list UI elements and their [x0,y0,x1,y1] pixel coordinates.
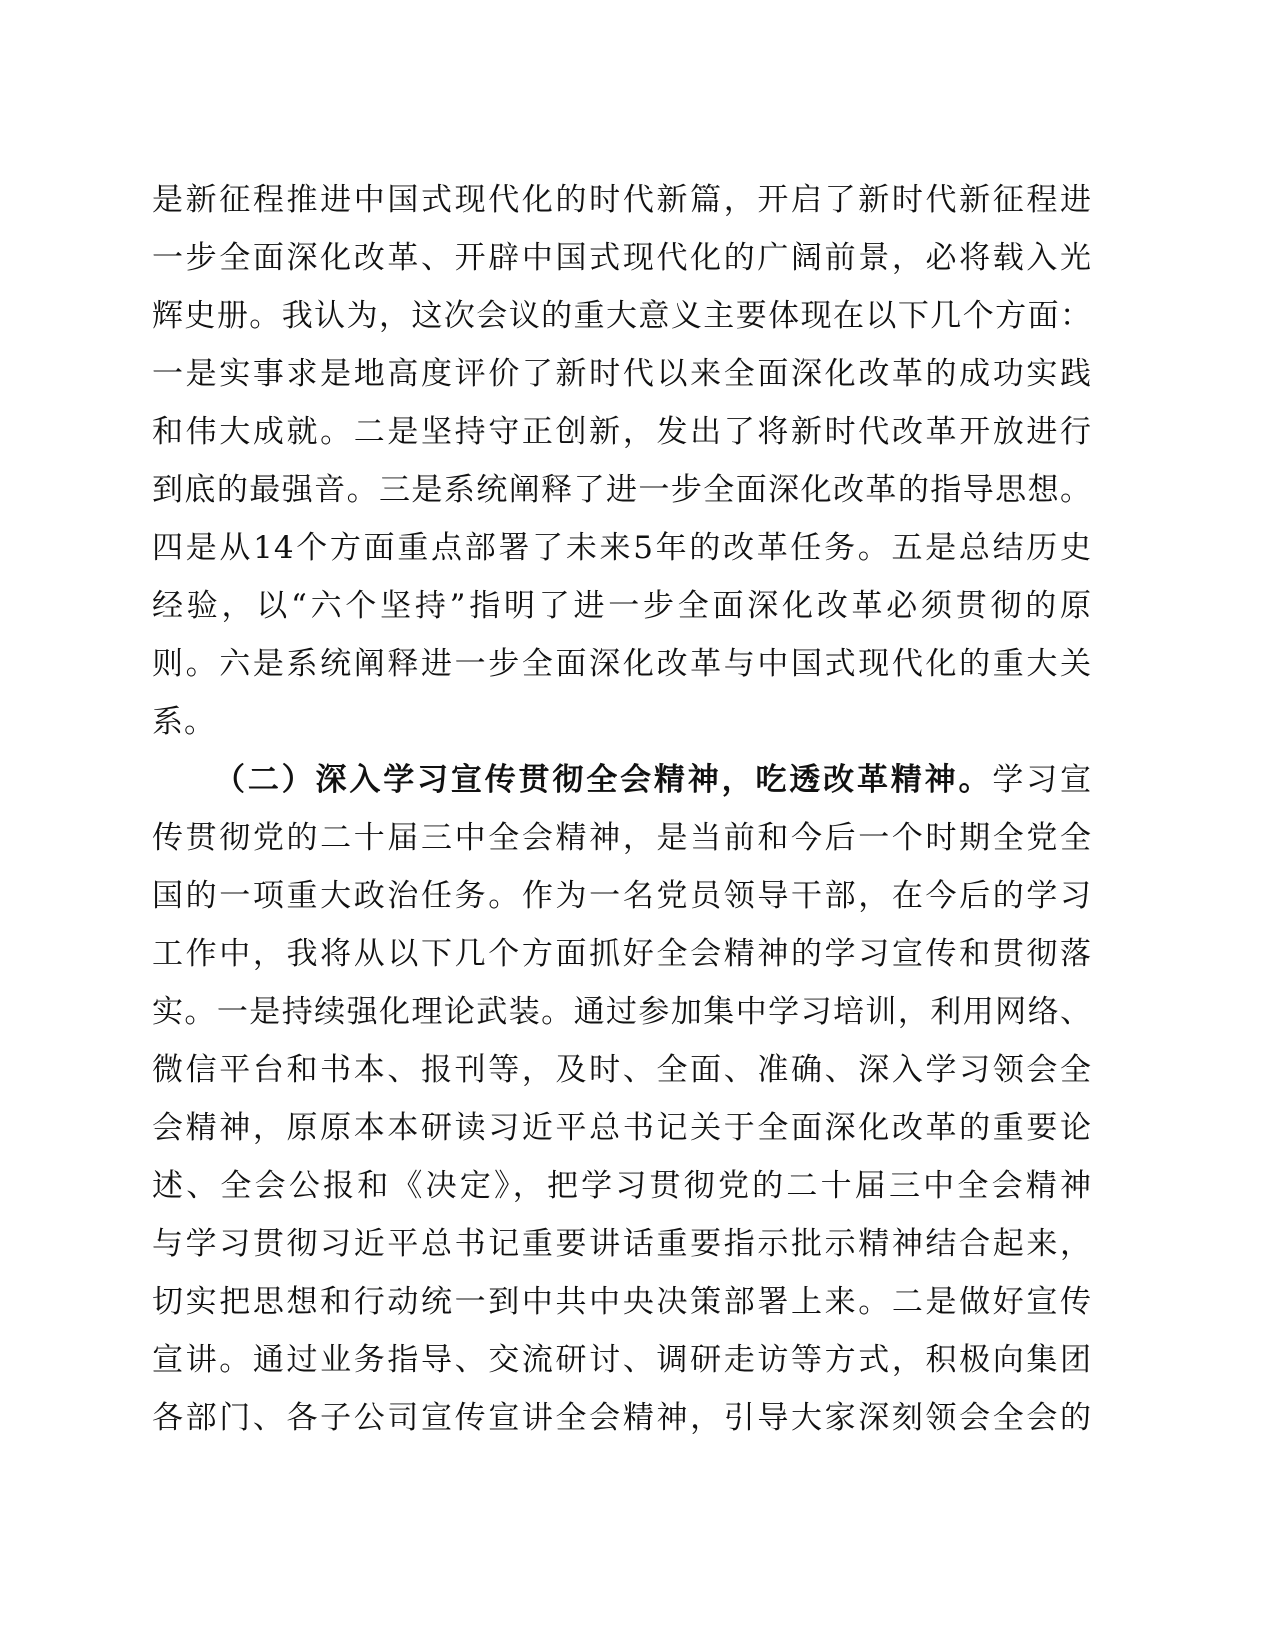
text-line: 述、全会公报和《决定》，把学习贯彻党的二十届三中全会精神 [152,1168,1092,1204]
text-line: 工作中，我将从以下几个方面抓好全会精神的学习宣传和贯彻落 [152,936,1092,972]
text-line: 国的一项重大政治任务。作为一名党员领导干部，在今后的学习 [152,878,1092,914]
text-line: 是新征程推进中国式现代化的时代新篇，开启了新时代新征程进 [152,182,1092,218]
text-line: 切实把思想和行动统一到中共中央决策部署上来。二是做好宣传 [152,1284,1092,1320]
text-line: 一步全面深化改革、开辟中国式现代化的广阔前景，必将载入光 [152,240,1092,276]
text-line: 则。六是系统阐释进一步全面深化改革与中国式现代化的重大关 [152,646,1092,682]
paragraph-first-line [152,751,1092,809]
text-line: 到底的最强音。三是系统阐释了进一步全面深化改革的指导思想。 [152,472,1092,508]
text-line: 系。 [152,704,216,740]
text-line: 实。一是持续强化理论武装。通过参加集中学习培训，利用网络、 [152,994,1092,1030]
text-line: 宣讲。通过业务指导、交流研讨、调研走访等方式，积极向集团 [152,1342,1092,1378]
heading-trailing-text: 学习宣 [992,762,1093,798]
section-heading: （二）深入学习宣传贯彻全会精神，吃透改革精神。 [214,762,993,798]
text-line: 经验，以“六个坚持”指明了进一步全面深化改革必须贯彻的原 [152,588,1092,624]
text-line: 与学习贯彻习近平总书记重要讲话重要指示批示精神结合起来， [152,1226,1092,1262]
document-body [152,171,1092,1447]
paragraph-significance [152,171,1092,751]
paragraph-study-spirit [152,751,1092,1447]
text-line: 各部门、各子公司宣传宣讲全会精神，引导大家深刻领会全会的 [152,1400,1092,1436]
text-line: 四是从14个方面重点部署了未来5年的改革任务。五是总结历史 [152,530,1092,566]
text-line: 微信平台和书本、报刊等，及时、全面、准确、深入学习领会全 [152,1052,1092,1088]
text-line: 和伟大成就。二是坚持守正创新，发出了将新时代改革开放进行 [152,414,1092,450]
text-line: 传贯彻党的二十届三中全会精神，是当前和今后一个时期全党全 [152,820,1092,856]
text-line: 会精神，原原本本研读习近平总书记关于全面深化改革的重要论 [152,1110,1092,1146]
text-line: 辉史册。我认为，这次会议的重大意义主要体现在以下几个方面： [152,298,1092,334]
text-line: 一是实事求是地高度评价了新时代以来全面深化改革的成功实践 [152,356,1092,392]
